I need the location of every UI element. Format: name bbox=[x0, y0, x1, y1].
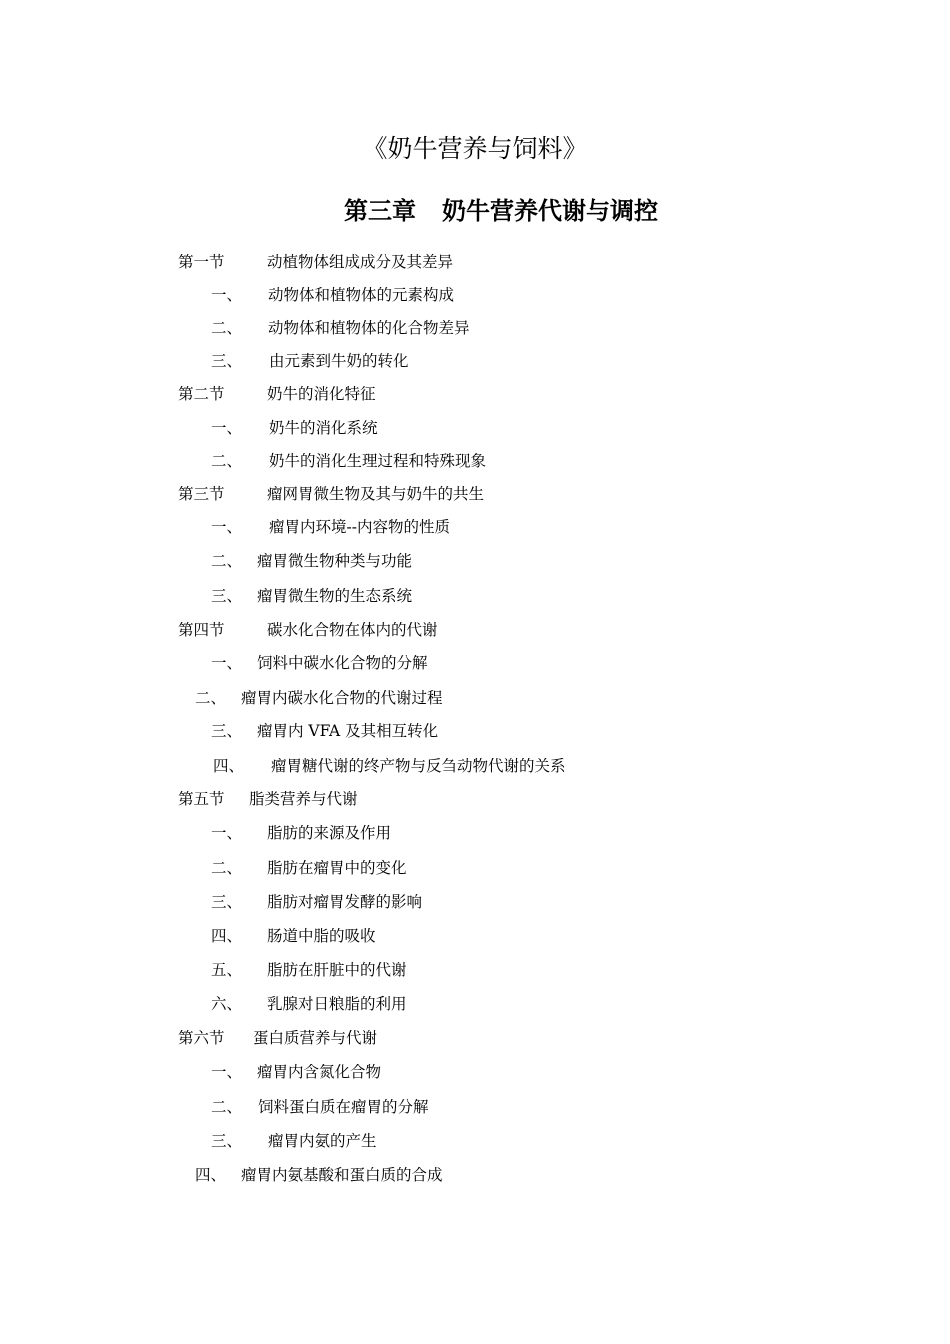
toc-entry-number: 五、 bbox=[211, 961, 243, 979]
toc-entry-title: 瘤胃微生物的生态系统 bbox=[257, 587, 413, 605]
toc-entry-number: 第三节 bbox=[178, 485, 225, 503]
chapter-number: 第三章 bbox=[344, 196, 416, 225]
toc-entry-title: 蛋白质营养与代谢 bbox=[253, 1029, 378, 1047]
toc-entry-title: 碳水化合物在体内的代谢 bbox=[267, 621, 438, 639]
toc-entry-number: 第六节 bbox=[178, 1029, 225, 1047]
toc-entry-title: 瘤胃内 VFA 及其相互转化 bbox=[257, 722, 439, 740]
toc-entry-title: 奶牛的消化生理过程和特殊现象 bbox=[269, 452, 487, 470]
chapter-name: 奶牛营养代谢与调控 bbox=[442, 196, 658, 225]
toc-entry-number: 二、 bbox=[211, 319, 243, 337]
toc-entry-number: 二、 bbox=[211, 859, 243, 877]
toc-entry-number: 第一节 bbox=[178, 253, 225, 271]
toc-entry-title: 脂肪在肝脏中的代谢 bbox=[267, 961, 407, 979]
toc-entry-title: 动物体和植物体的化合物差异 bbox=[268, 319, 470, 337]
book-title: 《奶牛营养与饲料》 bbox=[362, 134, 588, 163]
toc-entry-number: 二、 bbox=[211, 452, 243, 470]
toc-entry-title: 动物体和植物体的元素构成 bbox=[268, 286, 455, 304]
toc-entry-title: 瘤胃内氨基酸和蛋白质的合成 bbox=[241, 1166, 443, 1184]
toc-entry-number: 一、 bbox=[211, 419, 243, 437]
toc-entry-number: 四、 bbox=[213, 757, 245, 775]
toc-entry-number: 一、 bbox=[211, 654, 243, 672]
toc-entry-title: 瘤胃糖代谢的终产物与反刍动物代谢的关系 bbox=[271, 757, 566, 775]
toc-entry-title: 瘤网胃微生物及其与奶牛的共生 bbox=[267, 485, 485, 503]
toc-entry-number: 三、 bbox=[211, 1132, 243, 1150]
toc-entry-number: 一、 bbox=[211, 824, 243, 842]
toc-entry-number: 一、 bbox=[211, 1063, 243, 1081]
toc-entry-number: 二、 bbox=[211, 552, 243, 570]
toc-entry-number: 四、 bbox=[211, 927, 243, 945]
toc-entry-number: 一、 bbox=[211, 286, 243, 304]
toc-entry-number: 第五节 bbox=[178, 790, 225, 808]
toc-entry-title: 动植物体组成成分及其差异 bbox=[267, 253, 454, 271]
toc-entry-title: 瘤胃内碳水化合物的代谢过程 bbox=[241, 689, 443, 707]
toc-entry-number: 第四节 bbox=[178, 621, 225, 639]
toc-entry-number: 二、 bbox=[195, 689, 227, 707]
toc-entry-number: 二、 bbox=[211, 1098, 243, 1116]
toc-entry-title: 饲料蛋白质在瘤胃的分解 bbox=[258, 1098, 429, 1116]
toc-entry-title: 奶牛的消化系统 bbox=[269, 419, 378, 437]
toc-entry-title: 脂肪的来源及作用 bbox=[267, 824, 392, 842]
chapter-title bbox=[0, 195, 950, 227]
toc-entry-number: 六、 bbox=[211, 995, 243, 1013]
toc-entry-number: 四、 bbox=[195, 1166, 227, 1184]
toc-entry-title: 瘤胃内环境--内容物的性质 bbox=[269, 518, 450, 536]
toc-entry-title: 瘤胃微生物种类与功能 bbox=[257, 552, 413, 570]
toc-entry-title: 瘤胃内含氮化合物 bbox=[257, 1063, 382, 1081]
toc-entry-title: 由元素到牛奶的转化 bbox=[269, 352, 409, 370]
toc-entry-title: 脂类营养与代谢 bbox=[249, 790, 358, 808]
toc-entry-title: 饲料中碳水化合物的分解 bbox=[257, 654, 428, 672]
toc-entry-number: 三、 bbox=[211, 352, 243, 370]
toc-entry-title: 脂肪对瘤胃发酵的影响 bbox=[267, 893, 423, 911]
toc-entry-number: 第二节 bbox=[178, 385, 225, 403]
toc-entry-number: 三、 bbox=[211, 893, 243, 911]
toc-entry-title: 肠道中脂的吸收 bbox=[267, 927, 376, 945]
toc-entry-title: 乳腺对日粮脂的利用 bbox=[267, 995, 407, 1013]
toc-entry-title: 奶牛的消化特征 bbox=[267, 385, 376, 403]
toc-entry-number: 一、 bbox=[211, 518, 243, 536]
toc-entry-number: 三、 bbox=[211, 722, 243, 740]
toc-entry-title: 脂肪在瘤胃中的变化 bbox=[267, 859, 407, 877]
toc-entry-title: 瘤胃内氨的产生 bbox=[268, 1132, 377, 1150]
toc-entry-number: 三、 bbox=[211, 587, 243, 605]
